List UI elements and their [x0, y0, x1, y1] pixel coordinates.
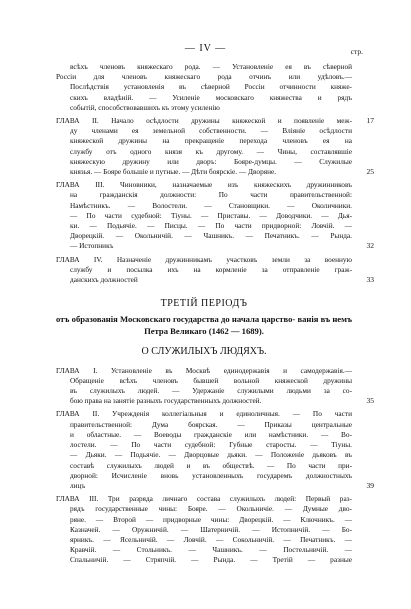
toc-line: Спальничій. — Стряпчій. — Рында. — Третій — разные: [70, 555, 352, 565]
toc-line: лостели. — По части судебной: Губные старосты. — Тіуны.: [70, 440, 352, 450]
period-title: ТРЕТІЙ ПЕРІОДЪ: [160, 298, 248, 310]
toc-line: княжескую дружину или дворъ: Бояре-думцы. — Служилые: [70, 156, 352, 166]
toc-entry: [56, 62, 352, 113]
toc-entry: [56, 365, 374, 407]
toc-line: бою права на занятіе разныхъ государственныхъ должностей.: [70, 396, 262, 406]
toc-line: въ служилыхъ людей. — Удержаніе служилыми людьми за со-: [70, 386, 352, 396]
toc-line: Дворецкій. — Окольничій. — Чашникъ. — Печатникъ. — Рында.: [70, 231, 352, 241]
toc-line: скихъ владѣній. — Усиленіе московскаго княжества и рядъ: [70, 92, 352, 102]
toc-line: службу и посылка ихъ на кормленіе за отправленіе граж-: [70, 264, 352, 274]
toc-line: и областные. — Воеводы гражданскіе или намѣстники. — Во-: [70, 429, 352, 439]
toc-line: правительственной: Дума боярская. — Приказы центральные: [70, 419, 352, 429]
toc-line: Намѣстникъ. — Волостели. — Становщики. — Околичники.: [70, 200, 352, 210]
toc-line: ГЛАВА IV. Назначеніе дружинникамъ участковъ земли за военную: [56, 254, 352, 264]
toc-line: составѣ служилыхъ людей и въ обществѣ. — По части при-: [70, 460, 352, 470]
toc-line: данскихъ должностей: [70, 275, 138, 285]
toc-line: Послѣдствія установленія въ сѣверной Россіи отчинности княже-: [70, 82, 352, 92]
toc-page-number: 25: [366, 167, 374, 177]
toc-line: ГЛАВА III. Чиновники, назначаемые изъ княжескихъ дружинниковъ: [56, 180, 352, 190]
toc-line: ГЛАВА III. Три разряда личнаго состава служилыхъ людей: Первый раз-: [56, 494, 352, 504]
toc-entry: [56, 494, 352, 565]
toc-line: службу отъ одного князя къ другому. — Чины, составлявшіе: [70, 146, 352, 156]
page-number: — IV —: [184, 43, 227, 54]
toc-line: ряне. — Второй — придворные чины: Дворецкій. — Ключникъ. —: [70, 514, 352, 524]
toc-line: ГЛАВА II. Учрежденія коллегіальныя и единоличныя. — По части: [56, 409, 352, 419]
toc-line: Кравчій. — Стольникъ. — Чашникъ. — Постельничій. —: [70, 545, 352, 555]
toc-line: рядъ государственные чины: Бояре. — Окольничіе. — Думные дво-: [70, 504, 352, 514]
toc-line: Россіи для членовъ княжескаго рода отчинъ или удѣловъ.—: [56, 72, 352, 82]
toc-entry: [56, 116, 374, 177]
toc-line: дворной: Исчисленіе вновь установленныхъ государемъ должностныхъ: [70, 470, 352, 480]
toc-entry: [56, 409, 374, 491]
toc-line: — По части судебной: Тіуны. — Приставы. — Доводчики. — Дья-: [70, 210, 352, 220]
toc-line: на гражданскія должности: По части правительственной:: [70, 190, 352, 200]
toc-line: ду членами ея земельной собственности. — Вліяніе осѣдлости: [70, 126, 352, 136]
toc-page-number: 17: [366, 116, 374, 126]
toc-line: всѣхъ членовъ княжескаго рода. — Установленіе ея въ сѣверной: [70, 62, 352, 71]
column-header-page: стр.: [350, 47, 363, 56]
section-title: О СЛУЖИЛЫХЪ ЛЮДЯХЪ.: [141, 346, 267, 358]
toc-entry: [56, 254, 374, 286]
toc-entry: [56, 180, 374, 251]
toc-line: Казначей. — Оружничій. — Шатерничій. — Истопничій. — Бо-: [70, 524, 352, 534]
epoch-title: отъ образованія Московскаго государства до начала царство- ванія въ немъ Петра Великаго (1462 — 1689).: [56, 314, 352, 337]
toc-page-number: 39: [366, 480, 374, 490]
toc-line: событій, способствовавшихъ къ этому усиленію: [70, 102, 220, 112]
toc-line: ГЛАВА II. Начало осѣдлости дружины княжеской и появленіе меж-: [56, 116, 352, 126]
toc-line: ГЛАВА I. Установленіе въ Москвѣ единодержавія и самодержавія.—: [56, 365, 352, 375]
toc-line: лицъ: [70, 480, 86, 490]
table-of-contents: [56, 62, 374, 569]
toc-page-number: 35: [366, 396, 374, 406]
toc-line: Обращеніе всѣхъ членовъ бывшей вольной княжеской дружины: [70, 375, 352, 385]
toc-line: князья. — Бояре большіе и путные. — Дѣти боярскіе. — Дворяне.: [70, 167, 277, 177]
toc-line: ки. — Подьячіе. — Писцы. — По части придворной: Ловчій. —: [70, 221, 352, 231]
toc-line: — Дьяки. — Подьячіе. — Дворцовые дьяки. — Положеніе дьяковъ въ: [70, 450, 352, 460]
toc-line: ярникъ. — Ясельничій. — Ловчій. — Сокольничій. — Печатникъ. —: [70, 534, 352, 544]
toc-line: — Истопникъ: [70, 241, 114, 251]
toc-page-number: 33: [366, 275, 374, 285]
toc-page-number: 32: [366, 241, 374, 251]
toc-line: княжеской дружины на прекращеніе перехода членовъ ея на: [70, 136, 352, 146]
